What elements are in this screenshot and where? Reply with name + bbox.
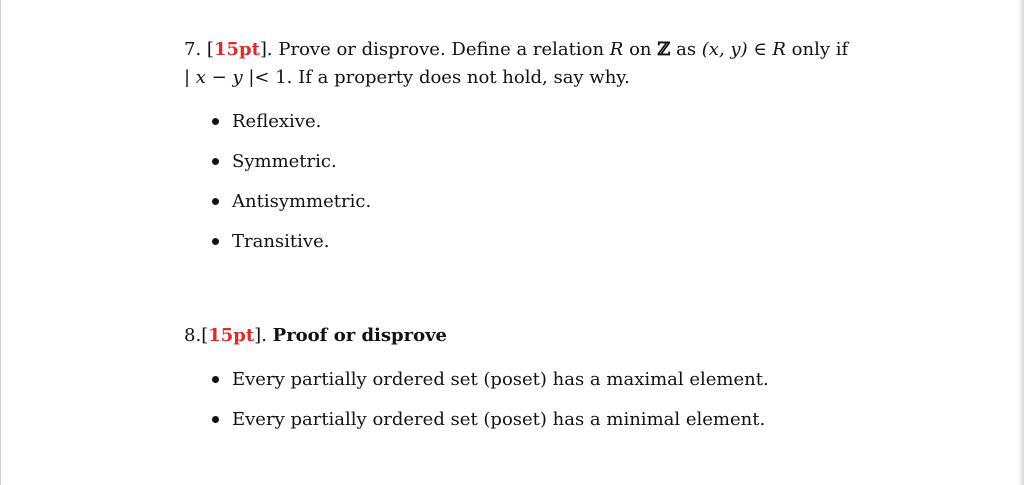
problem-8-heading	[184, 322, 844, 350]
problem-8	[184, 322, 844, 440]
problem-7-bracket-close: ].	[259, 39, 273, 60]
problem-7-instruction: If a property does not hold, say why.	[292, 67, 630, 88]
problem-7-abs-difference: | x − y |	[184, 67, 255, 88]
problem-8-title: Proof or disprove	[272, 325, 447, 346]
problem-7-var-r: R	[609, 39, 624, 60]
problem-7-text-c: as	[670, 39, 702, 60]
problem-7-statement-line-2	[184, 64, 844, 92]
list-item	[184, 400, 844, 440]
page-left-border	[0, 0, 1, 485]
bullet-icon	[212, 198, 219, 205]
bullet-icon	[212, 376, 219, 383]
bullet-icon	[212, 158, 219, 165]
problem-7-text-d: only if	[785, 39, 849, 60]
problem-7-in-symbol: ∈	[747, 39, 773, 60]
problem-7-bracket-open: [	[206, 39, 214, 60]
problem-8-number: 8.	[184, 325, 202, 346]
property-label: Reflexive.	[232, 111, 322, 132]
problem-7	[184, 36, 849, 262]
list-item	[184, 142, 844, 182]
problem-7-var-r-2: R	[772, 39, 786, 60]
problem-8-statement-list	[184, 360, 844, 440]
statement-label: Every partially ordered set (poset) has a minimal element.	[232, 409, 766, 430]
problem-7-text-b: on	[623, 39, 658, 60]
problem-8-points: 15pt	[208, 325, 255, 346]
property-label: Symmetric.	[232, 151, 337, 172]
list-item	[184, 360, 844, 400]
problem-7-integers-symbol: ℤ	[657, 39, 671, 60]
page-right-border	[1018, 0, 1024, 485]
list-item	[184, 182, 844, 222]
problem-7-pair: (x, y)	[701, 39, 748, 60]
list-item	[184, 102, 844, 142]
list-item	[184, 222, 844, 262]
bullet-icon	[212, 416, 219, 423]
problem-8-bracket-open: [	[201, 325, 209, 346]
problem-7-number: 7.	[184, 39, 202, 60]
bullet-icon	[212, 118, 219, 125]
problem-7-points: 15pt	[213, 39, 260, 60]
problem-7-inequality: < 1.	[254, 67, 293, 88]
bullet-icon	[212, 238, 219, 245]
statement-label: Every partially ordered set (poset) has a maximal element.	[232, 369, 769, 390]
property-label: Antisymmetric.	[232, 191, 372, 212]
property-label: Transitive.	[232, 231, 330, 252]
problem-8-bracket-close: ].	[254, 325, 267, 346]
problem-7-text-a: Prove or disprove. Define a relation	[272, 39, 610, 60]
problem-7-property-list	[184, 102, 844, 262]
problem-7-statement-line-1	[184, 36, 849, 64]
